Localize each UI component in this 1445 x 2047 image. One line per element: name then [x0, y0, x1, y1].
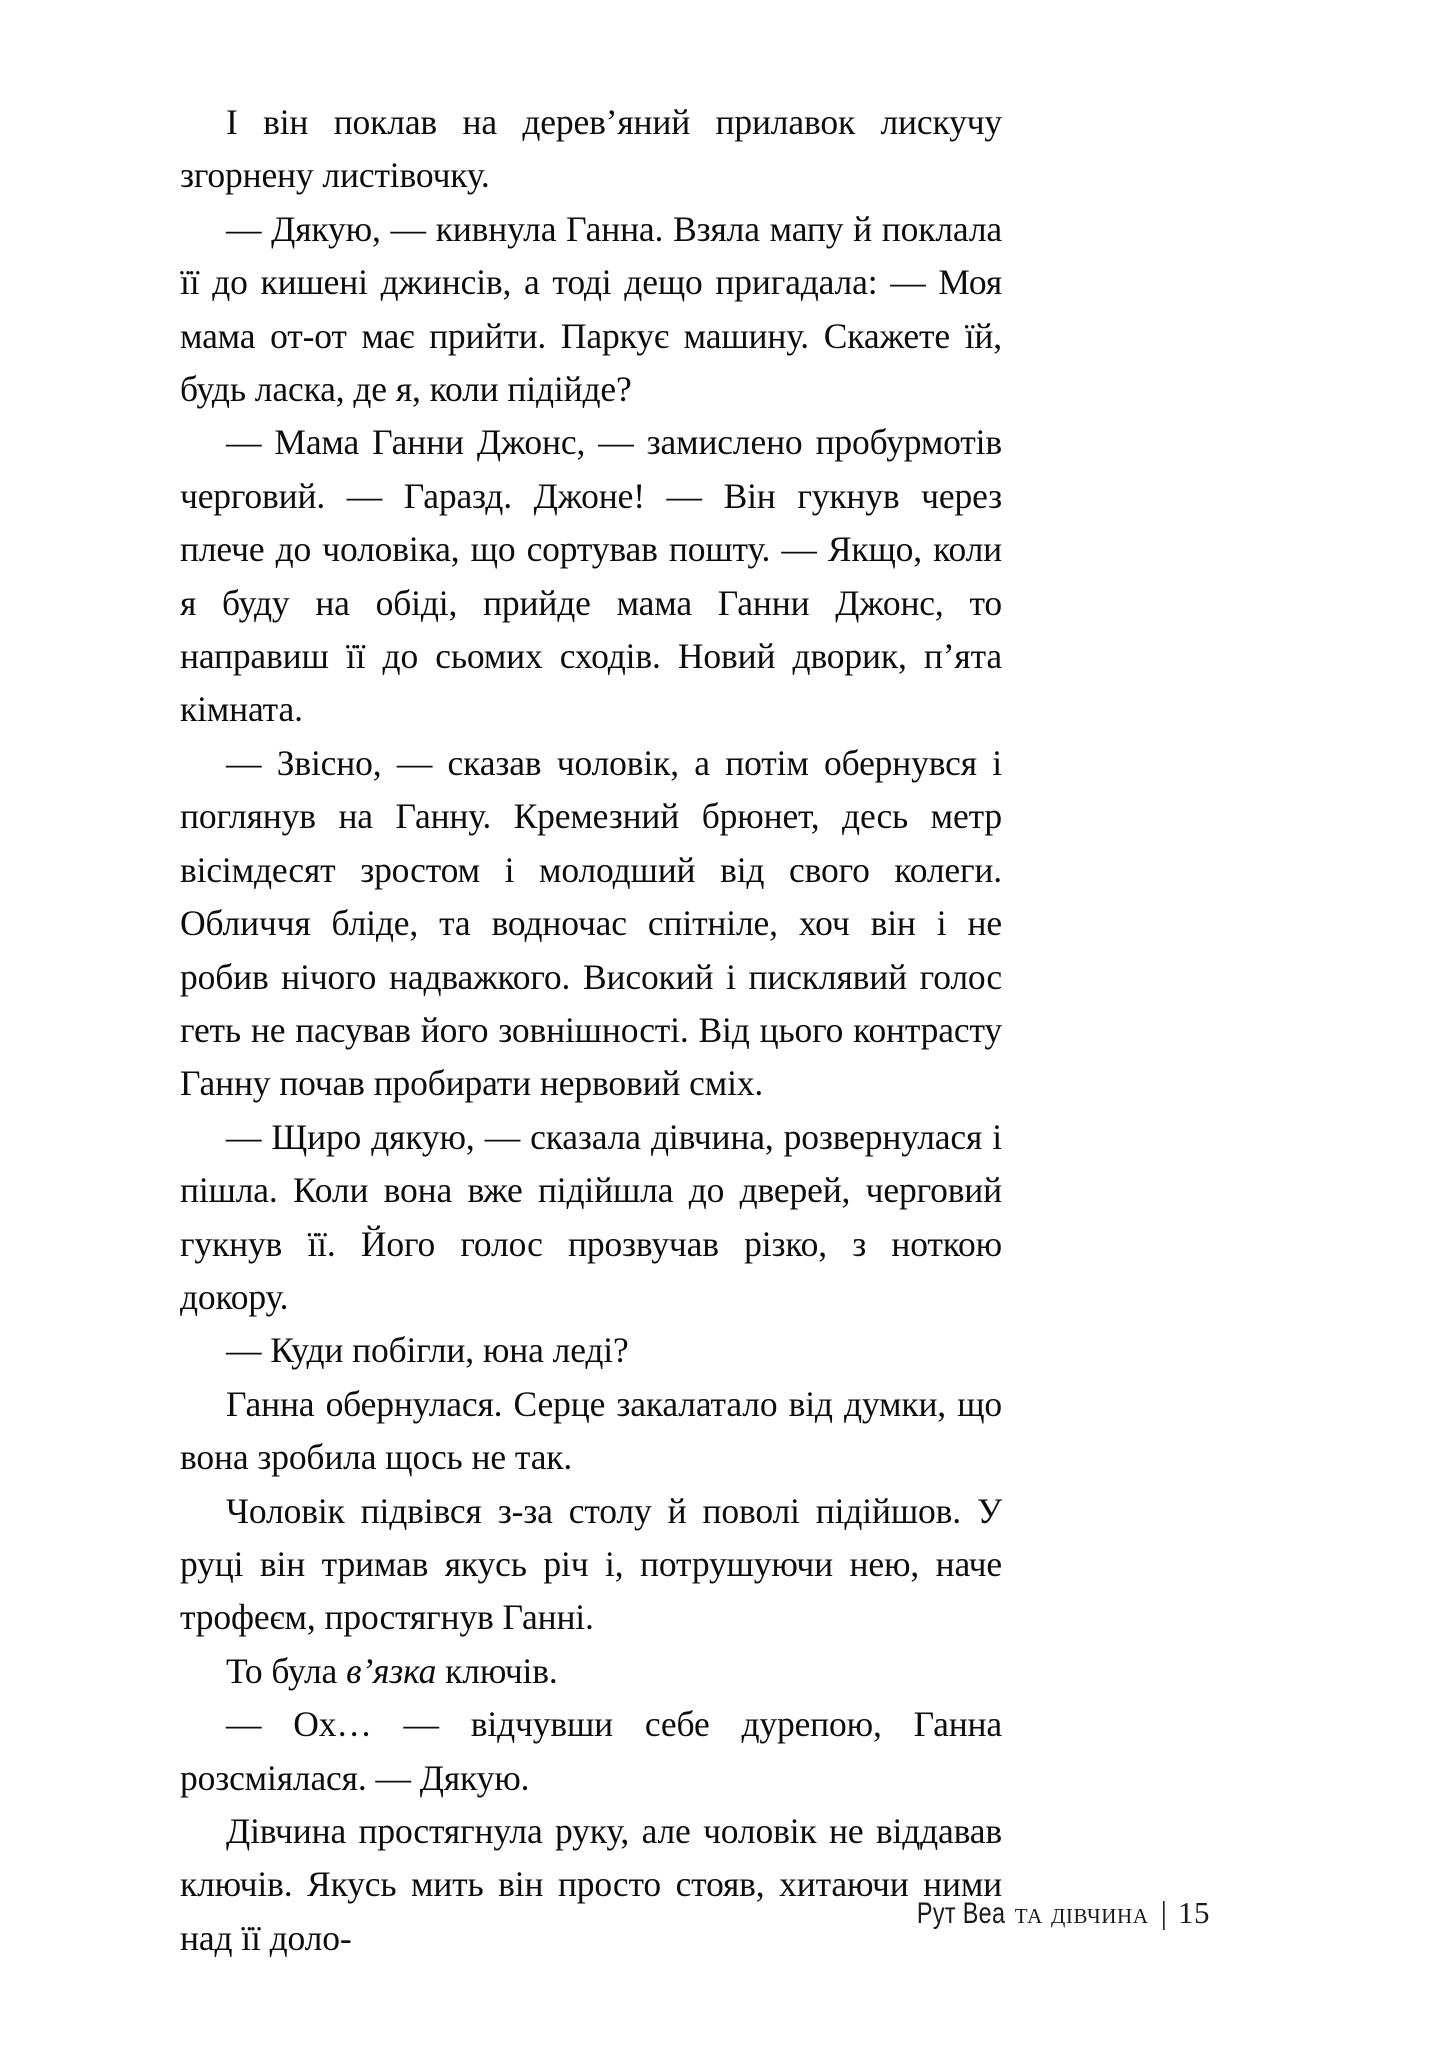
paragraph: Ганна обернулася. Серце закалатало від думки, що вона зробила щось не так.	[180, 1383, 1002, 1478]
emphasized-word: в’язка	[346, 1650, 437, 1691]
page-number: 15	[1178, 1895, 1210, 1930]
paragraph-text-before: То була	[226, 1650, 347, 1691]
paragraph-with-emphasis	[180, 1645, 1002, 1698]
paragraph: — Мама Ганни Джонс, — замислено пробурмотів черговий. — Гаразд. Джоне! — Він гукнув через плече до чоловіка, що сортував пошту. — Якщо, коли я буду на обіді, прийде мама Ганни Джонс, то направиш її до сьомих сходів. Новий дворик, п’ята кімната.	[180, 422, 1002, 730]
paragraph: — Щиро дякую, — сказала дівчина, розвернулася і пішла. Коли вона вже підійшла до дверей, черговий гукнув її. Його голос прозвучав різко, з ноткою докору.	[180, 1116, 1002, 1317]
paragraph-text-after: ключів.	[436, 1650, 558, 1691]
footer-author: Рут Веа	[917, 1897, 1006, 1930]
paragraph: Чоловік підвівся з-за столу й поволі підійшов. У руці він тримав якусь річ і, потрушуючи нею, наче трофеєм, простягнув Ганні.	[180, 1490, 1002, 1638]
page-footer	[180, 1894, 1210, 1931]
paragraph: — Звісно, — сказав чоловік, а потім обернувся і поглянув на Ганну. Кремезний брюнет, десь метр вісімдесят зростом і молодший від свого колеги. Обличчя бліде, та водночас спітніле, хоч він і не робив нічого надважкого. Високий і писклявий голос геть не пасував його зовнішності. Від цього контрасту Ганну почав пробирати нервовий сміх.	[180, 742, 1002, 1104]
paragraph: — Ох… — відчувши себе дурепою, Ганна розсміялася. — Дякую.	[180, 1704, 1002, 1798]
paragraph: І він поклав на дерев’яний прилавок лискучу згорнену листівочку.	[180, 102, 1002, 196]
paragraph: — Дякую, — кивнула Ганна. Взяла мапу й поклала її до кишені джинсів, а тоді дещо пригадала: — Моя мама от-от має прийти. Паркує машину. Скажете їй, будь ласка, де я, коли підійде?	[180, 208, 1002, 410]
paragraph: — Куди побігли, юна леді?	[226, 1330, 629, 1371]
footer-book-title: та дівчина	[1014, 1897, 1149, 1930]
footer-separator: |	[1160, 1894, 1167, 1930]
paragraph: Дівчина простягнула руку, але чоловік не віддавав ключів. Якусь мить він просто стояв, хитаючи ними над її доло-	[180, 1811, 1002, 1958]
page-text-block	[180, 96, 1002, 1965]
